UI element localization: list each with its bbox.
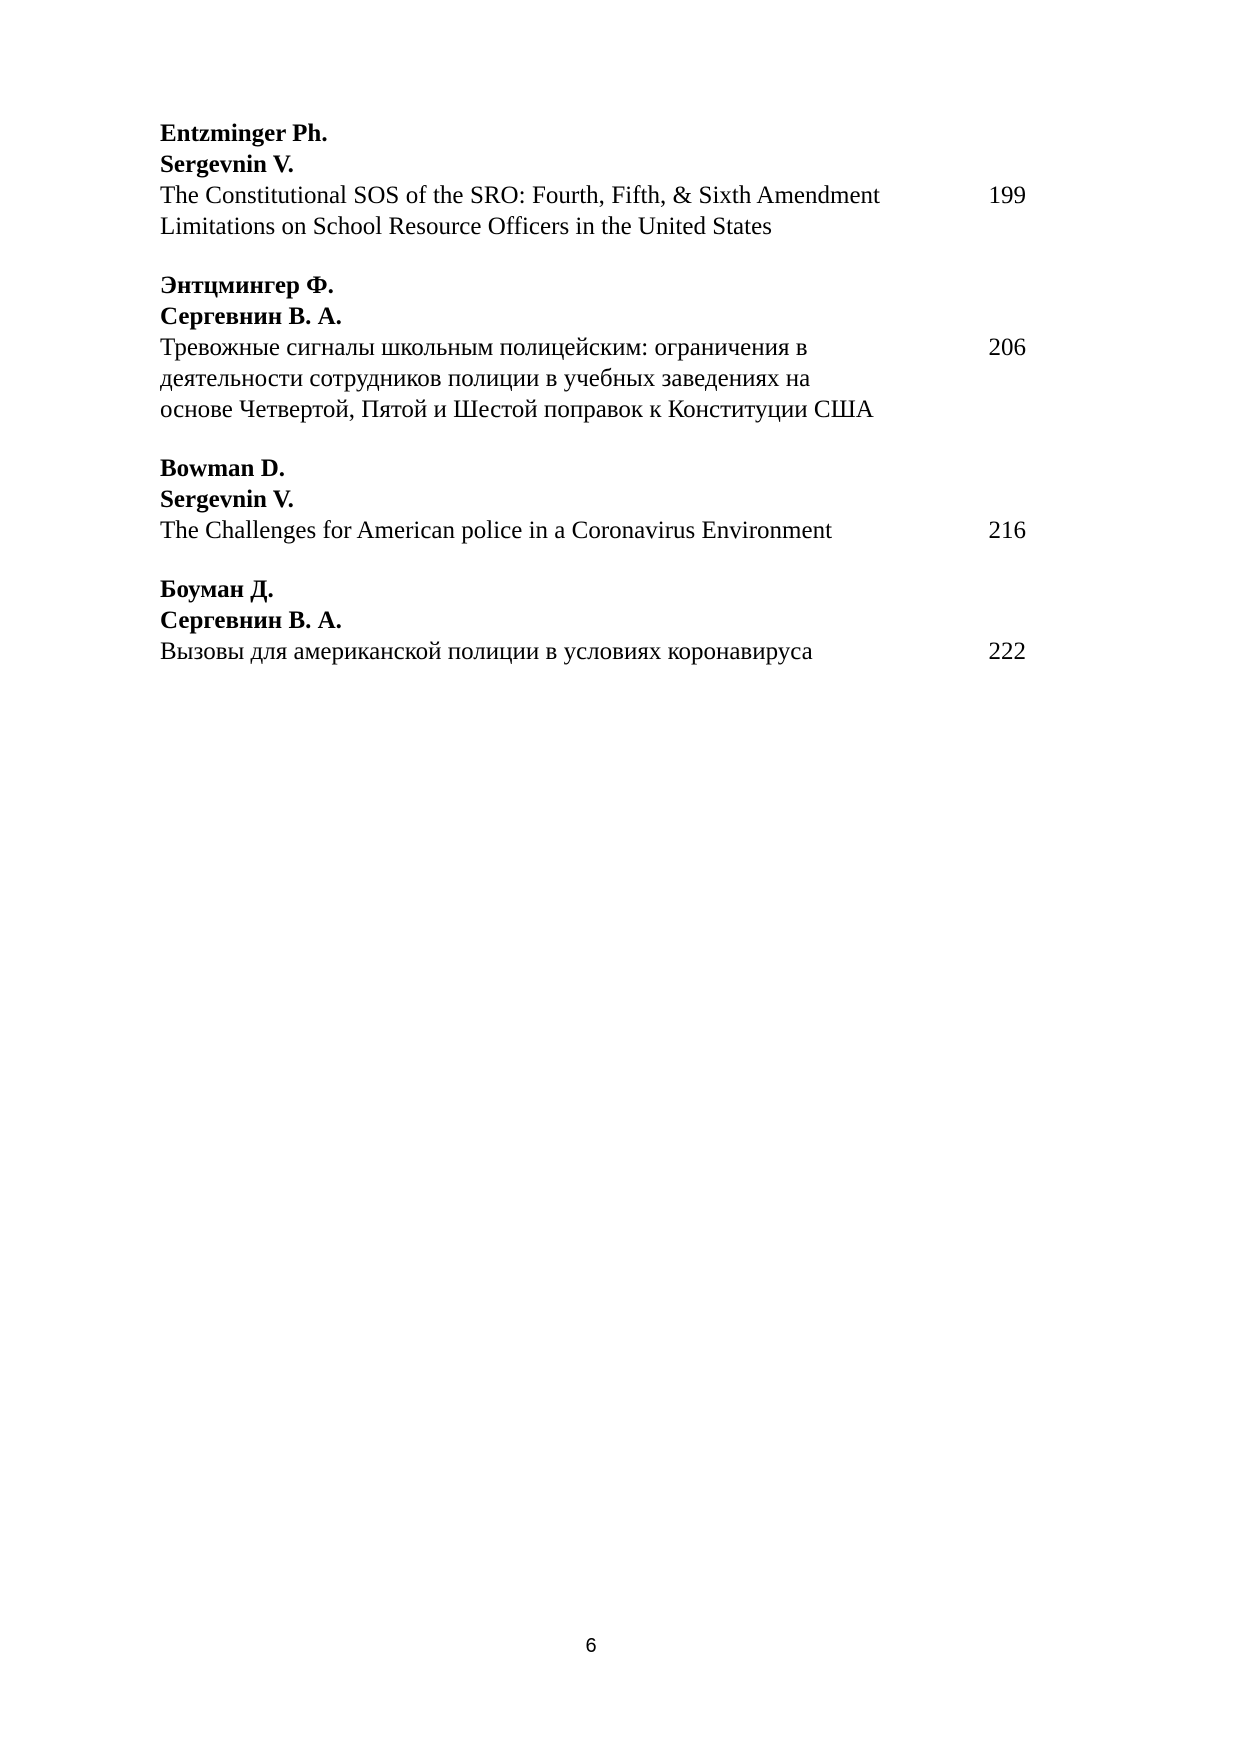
article-title: The Constitutional SOS of the SRO: Fourth, Fifth, & Sixth Amendment Limitations on School Resource Officers in the United States	[160, 182, 880, 240]
table-of-contents	[160, 118, 1026, 695]
page-number: 199	[988, 182, 1026, 209]
page-number: 222	[988, 638, 1026, 665]
author-name: Sergevnin V.	[160, 486, 294, 513]
toc-entry	[160, 270, 1026, 425]
toc-entry-row	[160, 180, 1026, 242]
footer-page-number: 6	[585, 1635, 597, 1657]
toc-entry	[160, 118, 1026, 242]
author-name: Энтцмингер Ф.	[160, 272, 334, 299]
author-name: Sergevnin V.	[160, 151, 294, 178]
toc-entry-row	[160, 636, 1026, 667]
toc-entry	[160, 574, 1026, 667]
page-number: 216	[988, 517, 1026, 544]
toc-entry-row	[160, 332, 1026, 425]
page-number: 206	[988, 334, 1026, 361]
author-name: Боуман Д.	[160, 576, 274, 603]
article-title: The Challenges for American police in a Coronavirus Environment	[160, 517, 833, 544]
article-title: Тревожные сигналы школьным полицейским: ограничения в деятельности сотрудников полиции в учебных заведениях на основе Четвертой, Пятой и Шестой поправок к Конституции США	[160, 334, 874, 423]
article-title: Вызовы для американской полиции в условиях коронавируса	[160, 638, 813, 665]
author-name: Bowman D.	[160, 455, 286, 482]
toc-entry-row	[160, 515, 1026, 546]
author-name: Сергевнин В. А.	[160, 303, 342, 330]
toc-entry	[160, 453, 1026, 546]
author-name: Сергевнин В. А.	[160, 607, 342, 634]
author-name: Entzminger Ph.	[160, 120, 328, 147]
